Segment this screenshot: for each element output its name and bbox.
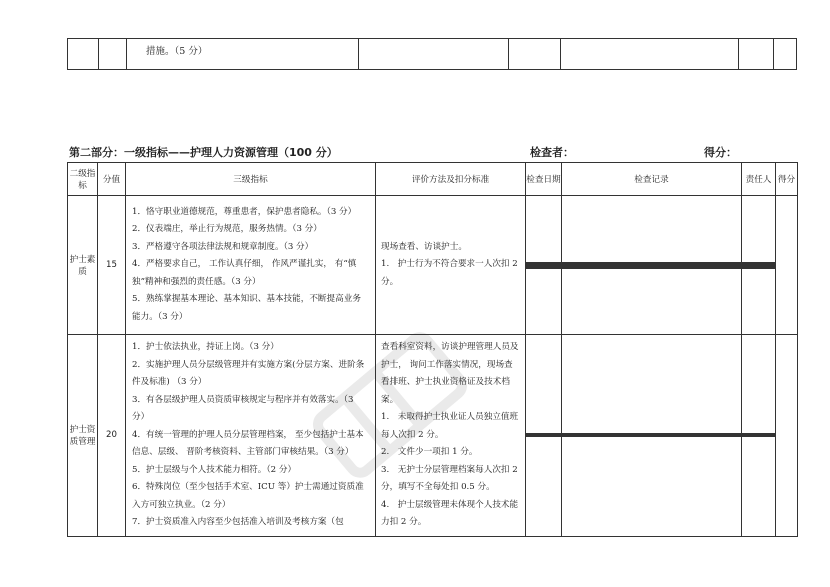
row-indicator-name: 护士资质管理: [68, 335, 98, 537]
method-line: 2. 文件少一项扣 1 分。: [381, 447, 478, 457]
row-indicator-name: 护士素质: [68, 196, 98, 335]
method-line: 3. 无护士分层管理档案每人次扣 2 分，填写不全每处扣 0.5 分。: [381, 464, 518, 492]
method-line: 4. 护士层级管理未体现个人技术能力扣 2 分。: [381, 499, 519, 527]
header-method: 评价方法及扣分标准: [376, 163, 526, 196]
method-line: 现场查看、访谈护士。: [381, 241, 467, 252]
header-level2: 二级指标: [68, 163, 98, 196]
header-check-record: 检查记录: [562, 163, 742, 196]
item: 4．有统一管理的护理人员分层管理档案， 至少包括护士基本信息、层级、 晋阶考核资料、主管部门审核结果。（3 分）: [132, 429, 364, 457]
row-method: [376, 335, 526, 537]
row-score-value: 15: [98, 196, 126, 335]
item: 4．严格要求自己， 工作认真仔细， 作风严谨扎实， 有“慎独”精神和强烈的责任感。（3 分）: [132, 259, 357, 287]
section-title: 第二部分：一级指标——护理人力资源管理（100 分）: [69, 146, 338, 159]
item: 1．护士依法执业，持证上岗。（3 分）: [132, 342, 279, 352]
check-record-cells[interactable]: [562, 335, 742, 537]
table-row: [68, 196, 798, 335]
score-cell[interactable]: [776, 196, 798, 335]
table-row: [68, 335, 798, 537]
header-score-value: 分值: [98, 163, 126, 196]
header-score: 得分: [776, 163, 798, 196]
score-label: 得分：: [704, 146, 737, 159]
header-level3: 三级指标: [126, 163, 376, 196]
header-responsible: 责任人: [742, 163, 776, 196]
row-method: [376, 196, 526, 335]
inspector-label: 检查者：: [530, 146, 574, 159]
item: 2．仪表端庄，举止行为规范，服务热情。（3 分）: [132, 224, 322, 235]
check-date-cells[interactable]: [526, 196, 562, 335]
item: 1．恪守职业道德规范，尊重患者，保护患者隐私。（3 分）: [132, 206, 357, 217]
row-score-value: 20: [98, 335, 126, 537]
item: 3．严格遵守各项法律法规和规章制度。（3 分）: [132, 241, 314, 252]
item: 5．熟练掌握基本理论、基本知识、基本技能，不断提高业务能力。（3 分）: [132, 294, 361, 322]
responsible-cells[interactable]: [742, 335, 776, 537]
item: 6．特殊岗位（至少包括手术室、ICU 等）护士需通过资质准入方可独立执业。（2 分）: [132, 482, 364, 510]
fragment-text: 措施。（5 分）: [146, 46, 208, 57]
score-cell[interactable]: [776, 335, 798, 537]
method-line: 1. 未取得护士执业证人员独立值班每人次扣 2 分。: [381, 412, 519, 440]
responsible-cells[interactable]: [742, 196, 776, 335]
method-line: 1. 护士行为不符合要求一人次扣 2 分。: [381, 259, 518, 287]
check-date-cells[interactable]: [526, 335, 562, 537]
item: 5．护士层级与个人技术能力相符。（2 分）: [132, 464, 297, 475]
row-items: [126, 335, 376, 537]
item: 7．护士资质准入内容至少包括准入培训及考核方案（包: [132, 517, 344, 527]
item: 3．有各层级护理人员资质审核规定与程序并有效落实。（3 分）: [132, 394, 354, 422]
item: 2．实施护理人员分层级管理并有实施方案(分层方案、进阶条件及标准) （3 分）: [132, 359, 365, 387]
header-check-date: 检查日期: [526, 163, 562, 196]
check-record-cells[interactable]: [562, 196, 742, 335]
previous-table-fragment: [67, 38, 797, 70]
row-items: [126, 196, 376, 335]
table-header-row: [68, 163, 798, 196]
method-line: 查看科室资料，访谈护理管理人员及护士， 询问工作落实情况，现场查看排班、护士执业资格证及技术档案。: [381, 342, 519, 405]
assessment-table: [67, 162, 798, 537]
